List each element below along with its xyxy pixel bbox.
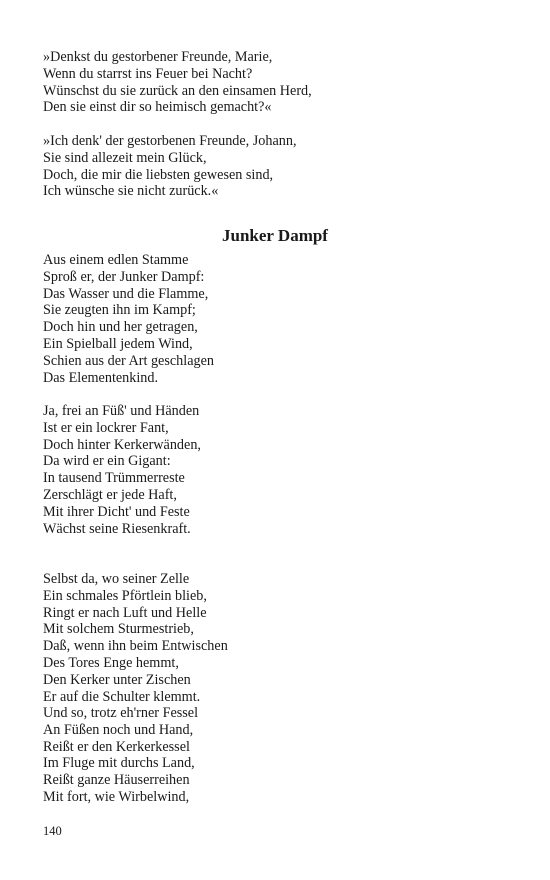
verse-line: Da wird er ein Gigant:: [43, 453, 171, 470]
verse-line: In tausend Trümmerreste: [43, 470, 185, 487]
verse-line: »Denkst du gestorbener Freunde, Marie,: [43, 49, 273, 65]
page-number: 140: [43, 824, 62, 838]
verse-line: Des Tores Enge hemmt,: [43, 654, 179, 671]
verse-line: Doch hin und her getragen,: [43, 319, 198, 336]
verse-line: Mit solchem Sturmestrieb,: [43, 621, 194, 638]
verse-line: An Füßen noch und Hand,: [43, 721, 194, 738]
poem-stanza-3: [43, 571, 228, 705]
previous-poem-stanza-1: [43, 49, 312, 116]
poem-stanza-2: [43, 403, 201, 537]
verse-line: Den sie einst dir so heimisch gemacht?«: [43, 99, 272, 116]
verse-line: Ich wünsche sie nicht zurück.«: [43, 183, 219, 200]
verse-line: Ringt er nach Luft und Helle: [43, 604, 207, 621]
verse-line: Das Elementenkind.: [43, 369, 159, 386]
verse-line: Mit ihrer Dicht' und Feste: [43, 503, 190, 520]
verse-line: Mit fort, wie Wirbelwind,: [43, 788, 190, 805]
previous-poem-stanza-2: [43, 133, 297, 200]
poem-stanza-4: [43, 705, 198, 806]
verse-line: Wenn du starrst ins Feuer bei Nacht?: [43, 65, 253, 82]
verse-line: Doch hinter Kerkerwänden,: [43, 436, 201, 453]
verse-line: Wächst seine Riesenkraft.: [43, 520, 191, 537]
poem-title: Junker Dampf: [222, 226, 328, 245]
poem-stanza-1: [43, 252, 214, 386]
verse-line: »Ich denk' der gestorbenen Freunde, Johann,: [43, 133, 297, 149]
verse-line: Und so, trotz eh'rner Fessel: [43, 705, 199, 721]
verse-line: Ein Spielball jedem Wind,: [43, 335, 193, 352]
verse-line: Reißt er den Kerkerkessel: [43, 738, 190, 755]
verse-line: Sie sind allezeit mein Glück,: [43, 149, 207, 166]
verse-line: Aus einem edlen Stamme: [43, 252, 189, 268]
verse-line: Reißt ganze Häuserreihen: [43, 772, 190, 789]
verse-line: Selbst da, wo seiner Zelle: [43, 571, 190, 587]
verse-line: Schien aus der Art geschlagen: [43, 352, 214, 369]
verse-line: Das Wasser und die Flamme,: [43, 285, 209, 302]
verse-line: Im Fluge mit durchs Land,: [43, 755, 195, 772]
verse-line: Zerschlägt er jede Haft,: [43, 486, 177, 503]
verse-line: Doch, die mir die liebsten gewesen sind,: [43, 166, 274, 183]
verse-line: Sproß er, der Junker Dampf:: [43, 268, 205, 285]
verse-line: Sie zeugten ihn im Kampf;: [43, 302, 196, 319]
verse-line: Wünschst du sie zurück an den einsamen Herd,: [43, 82, 312, 99]
verse-line: Ja, frei an Füß' und Händen: [43, 403, 200, 419]
verse-line: Den Kerker unter Zischen: [43, 671, 191, 688]
verse-line: Er auf die Schulter klemmt.: [43, 688, 201, 705]
verse-line: Ist er ein lockrer Fant,: [43, 419, 169, 436]
verse-line: Daß, wenn ihn beim Entwischen: [43, 638, 228, 655]
verse-line: Ein schmales Pförtlein blieb,: [43, 587, 207, 604]
